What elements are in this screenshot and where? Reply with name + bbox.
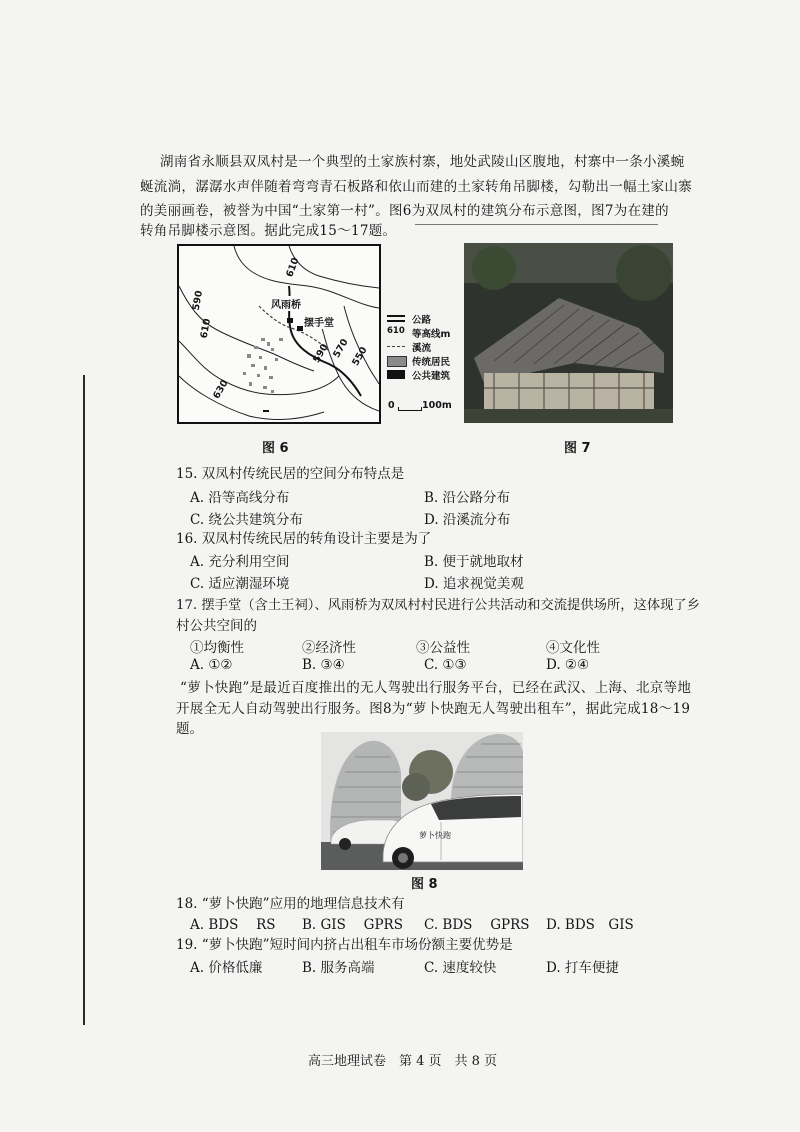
intro-line-2: 蜒流淌，潺潺水声伴随着弯弯青石板路和依山而建的土家转角吊脚楼，勾勒出一幅土家山寨 [140, 179, 692, 195]
intro2-line-3: 题。 [176, 721, 203, 737]
figure-7-caption: 图 7 [564, 441, 591, 456]
bridge-label: 风雨桥 [271, 296, 301, 311]
contour-label: 610 [284, 256, 302, 279]
contour-label: 550 [350, 345, 370, 368]
q17-option-d: D. ②④ [546, 657, 590, 673]
contour-label: 590 [190, 289, 206, 312]
q17-option-b: B. ③④ [302, 657, 345, 673]
q17-item-4: ④文化性 [546, 640, 600, 656]
intro-line-4: 转角吊脚楼示意图。据此完成15～17题。 [140, 223, 397, 239]
q16-option-b: B. 便于就地取材 [424, 554, 524, 570]
q18-stem: 18. “萝卜快跑”应用的地理信息技术有 [176, 896, 405, 912]
intro2-line-1: “萝卜快跑”是最近百度推出的无人驾驶出行服务平台，已经在武汉、上海、北京等地 [180, 680, 692, 696]
hall-label: 摆手堂 [304, 314, 334, 329]
intro2-line-2: 开展全无人自动驾驶出行服务。图8为“萝卜快跑无人驾驶出租车”，据此完成18～19 [176, 701, 691, 717]
q19-stem: 19. “萝卜快跑”短时间内挤占出租车市场份额主要优势是 [176, 937, 513, 953]
public-building-symbol [387, 370, 405, 379]
q15-option-a: A. 沿等高线分布 [190, 490, 290, 506]
road-symbol [387, 315, 405, 322]
robotaxi-logo-text: 萝卜快跑 [419, 831, 451, 840]
robotaxi-drawing [321, 732, 523, 870]
contour-label: 590 [311, 342, 331, 365]
q16-option-a: A. 充分利用空间 [190, 554, 290, 570]
q18-option-a: A. BDS RS [190, 917, 276, 933]
q19-option-a: A. 价格低廉 [190, 960, 263, 976]
q17-stem-line-1: 17. 摆手堂（含土王祠）、风雨桥为双凤村村民进行公共活动和交流提供场所，这体现了乡 [176, 598, 701, 613]
contour-label: 630 [211, 378, 231, 401]
intro-line-3: 的美丽画卷，被誉为中国“土家第一村”。图6为双凤村的建筑分布示意图，图7为在建的 [140, 203, 669, 219]
q17-option-a: A. ①② [190, 657, 233, 673]
q18-option-c: C. BDS GPRS [424, 917, 530, 933]
stilt-house-photo [464, 243, 673, 423]
q15-option-b: B. 沿公路分布 [424, 490, 511, 506]
q17-item-1: ①均衡性 [190, 640, 244, 656]
intro-line-1: 湖南省永顺县双凤村是一个典型的土家族村寨，地处武陵山区腹地，村寨中一条小溪蜿 [160, 154, 685, 170]
robotaxi-photo [321, 732, 523, 870]
q15-option-c: C. 绕公共建筑分布 [190, 512, 303, 528]
margin-line [83, 375, 85, 1025]
q15-option-d: D. 沿溪流分布 [424, 512, 511, 528]
divider-rule [415, 224, 658, 225]
q17-item-3: ③公益性 [416, 640, 470, 656]
q19-option-c: C. 速度较快 [424, 960, 497, 976]
q18-option-d: D. BDS GIS [546, 917, 634, 933]
stream-symbol [387, 346, 405, 347]
q17-option-c: C. ①③ [424, 657, 467, 673]
contour-label: 610 [198, 317, 214, 340]
stilt-house-drawing [464, 243, 673, 423]
q15-stem: 15. 双凤村传统民居的空间分布特点是 [176, 466, 405, 482]
q17-stem-line-2: 村公共空间的 [176, 618, 257, 634]
q16-stem: 16. 双凤村传统民居的转角设计主要是为了 [176, 531, 432, 547]
figure-6-caption: 图 6 [262, 441, 289, 456]
contour-label: 570 [331, 337, 351, 360]
q16-option-d: D. 追求视觉美观 [424, 576, 524, 592]
figure-8-caption: 图 8 [411, 877, 438, 892]
contour-sample-value: 610 [387, 326, 405, 336]
residence-symbol [387, 356, 407, 367]
q17-item-2: ②经济性 [302, 640, 356, 656]
q16-option-c: C. 适应潮湿环境 [190, 576, 290, 592]
q18-option-b: B. GIS GPRS [302, 917, 403, 933]
q19-option-d: D. 打车便捷 [546, 960, 619, 976]
page-footer: 高三地理试卷 第 4 页 共 8 页 [308, 1054, 498, 1069]
q19-option-b: B. 服务高端 [302, 960, 375, 976]
